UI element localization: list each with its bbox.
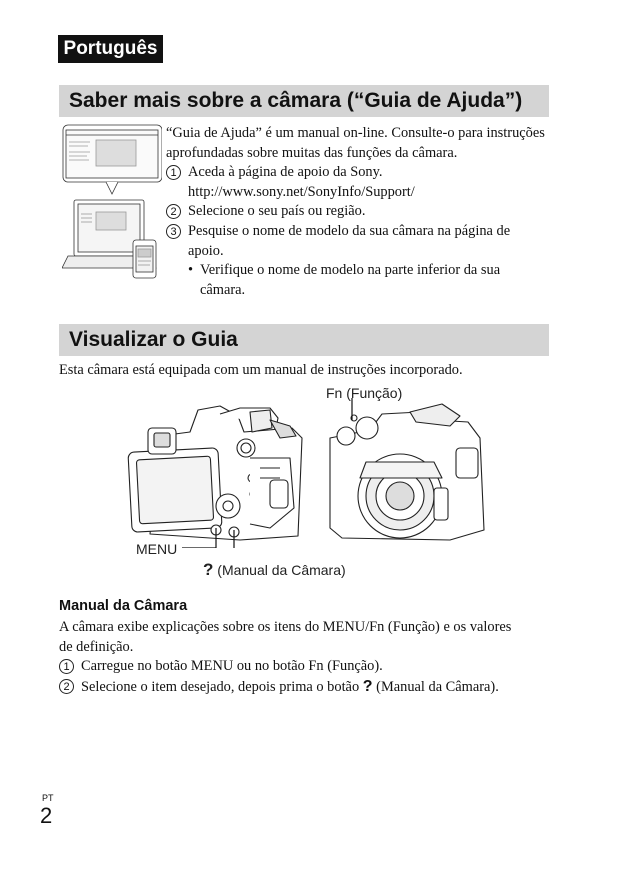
view-guide-intro: Esta câmara está equipada com um manual de instruções incorporado.: [59, 362, 463, 378]
step-number: 2: [59, 679, 74, 694]
section-heading-help-guide: Saber mais sobre a câmara (“Guia de Ajuda”): [59, 85, 549, 117]
manual-step-1-text: Carregue no botão MENU ou no botão Fn (Função).: [81, 658, 383, 674]
note-line2: câmara.: [200, 281, 246, 298]
step-3: [166, 222, 556, 261]
camera-manual-subheading: Manual da Câmara: [59, 598, 188, 614]
menu-label: MENU: [136, 541, 178, 557]
step-3-text-line1: Pesquise o nome de modelo da sua câmara na página de: [188, 223, 511, 239]
step-2-text: Selecione o seu país ou região.: [188, 203, 366, 219]
support-url: http://www.sony.net/SonyInfo/Support/: [188, 183, 415, 200]
manual-label: [203, 560, 346, 580]
step-3-text-line2: apoio.: [188, 242, 224, 259]
fn-label: Fn (Função): [326, 385, 403, 401]
language-code: PT: [42, 793, 54, 803]
step-number: 1: [166, 165, 181, 180]
model-name-note: [188, 261, 558, 300]
manual-step-2-text: Selecione o item desejado, depois prima o botão: [81, 679, 360, 695]
note-line1: Verifique o nome de modelo na parte inferior da sua: [200, 262, 501, 278]
body-line1: A câmara exibe explicações sobre os itens do MENU/Fn (Função) e os valores: [59, 619, 512, 635]
step-1-text: Aceda à página de apoio da Sony.: [188, 164, 383, 180]
bullet-symbol: •: [188, 262, 194, 278]
language-tab: Português: [58, 35, 163, 63]
section-heading-view-guide: Visualizar o Guia: [59, 324, 549, 356]
page-number: 2: [40, 803, 53, 828]
laptop-phone-illustration: [62, 122, 162, 292]
manual-step-2: [59, 677, 599, 698]
step-2: [166, 202, 556, 222]
camera-illustration: [120, 398, 500, 548]
manual-step-2-text-end: (Manual da Câmara).: [376, 679, 499, 695]
manual-step-1: [59, 657, 569, 677]
help-question-icon: ?: [362, 678, 373, 695]
help-question-icon: ?: [203, 560, 214, 579]
help-guide-intro: “Guia de Ajuda” é um manual on-line. Consulte-o para instruções aprofundadas sobre muitas das funções da câmara.: [166, 125, 545, 161]
step-number: 3: [166, 224, 181, 239]
step-number: 2: [166, 204, 181, 219]
body-line2: de definição.: [59, 638, 134, 655]
camera-manual-body: [59, 618, 569, 657]
manual-label-text: (Manual da Câmara): [217, 562, 346, 578]
step-number: 1: [59, 659, 74, 674]
step-1: [166, 163, 556, 202]
